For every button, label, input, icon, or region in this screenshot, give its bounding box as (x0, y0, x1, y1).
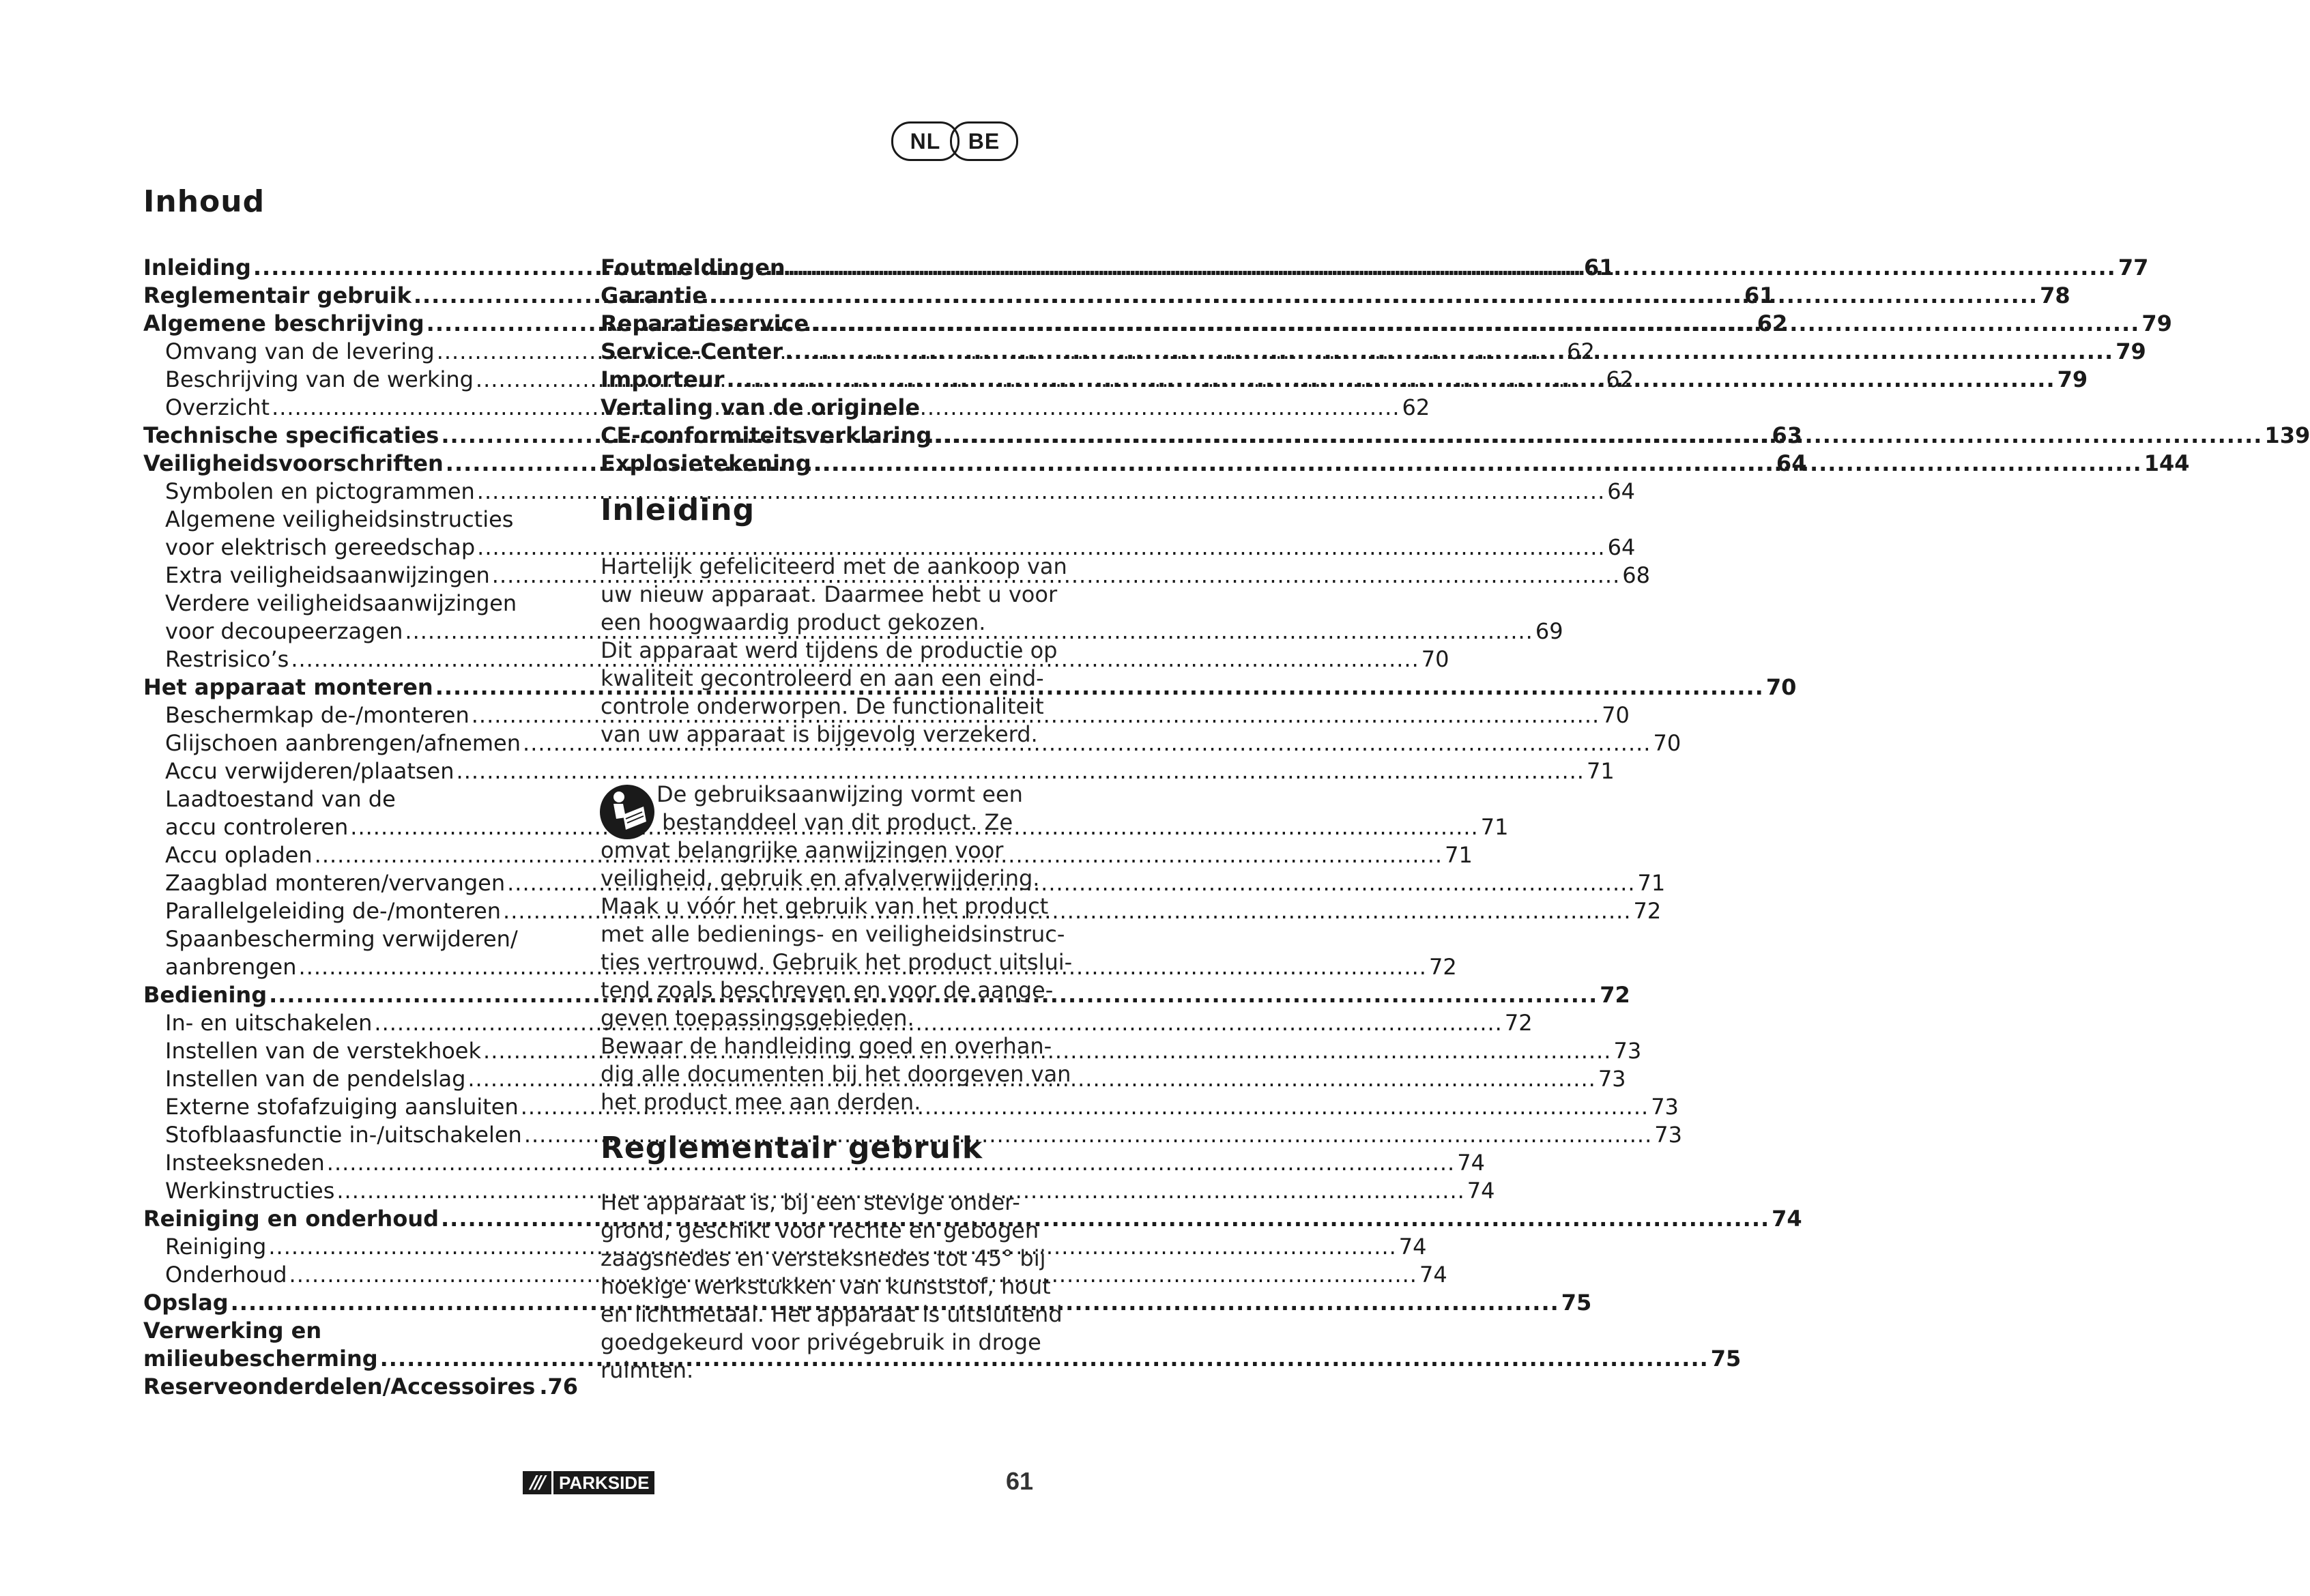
note-line: dig alle documenten bij het doorgeven van (601, 1061, 1071, 1087)
toc-entry-page: 79 (2141, 310, 2172, 336)
toc-entry-page: 73 (1613, 1038, 1642, 1064)
toc-entry-page: 73 (1598, 1066, 1626, 1092)
toc-entry-page: 75 (1710, 1346, 1742, 1372)
toc-entry-title: Zaagblad monteren/vervangen (165, 870, 506, 896)
logo-text: PARKSIDE (551, 1471, 654, 1494)
toc-entry-page: 70 (1421, 646, 1449, 672)
toc-entry-title: Bediening (143, 982, 268, 1008)
toc-entry-page: 61 (1584, 255, 1615, 280)
reglementair-line: goedgekeurd voor privégebruik in droge (601, 1329, 1041, 1355)
toc-entry-page: 70 (1653, 730, 1681, 756)
toc-entry-page: .76 (539, 1374, 579, 1399)
toc-entry (143, 1149, 1485, 1177)
toc-leader-dots (709, 282, 2038, 310)
toc-entry-page: 74 (1467, 1178, 1495, 1204)
inleiding-line: Dit apparaat werd tijdens de productie op (601, 637, 1058, 663)
toc-entry (143, 1373, 579, 1401)
toc-entry-title: Beschrijving van de werking (165, 366, 474, 392)
toc-entry-title: Explosietekening (601, 450, 811, 476)
toc-leader-dots (726, 366, 2055, 394)
toc-entry-title: Insteeksneden (165, 1150, 325, 1176)
toc-entry-title: Reiniging (165, 1234, 267, 1260)
toc-entry-title: Symbolen en pictogrammen (165, 478, 475, 504)
toc-entry (143, 478, 1635, 506)
toc-entry-page: 70 (1602, 702, 1630, 728)
toc-entry-page: 61 (1744, 282, 1775, 308)
toc-entry-page: 74 (1398, 1234, 1427, 1260)
toc-entry-page: 64 (1607, 534, 1636, 560)
toc-entry-page: 73 (1651, 1094, 1679, 1120)
reglementair-line: ruimten. (601, 1357, 694, 1383)
note-line: De gebruiksaanwijzing vormt een (656, 781, 1023, 807)
manual-note (601, 781, 1073, 1116)
language-badges (891, 121, 1018, 160)
toc-leader-dots (785, 338, 2113, 366)
toc-entry-title: Foutmeldingen (601, 255, 785, 280)
toc-title: Inhoud (143, 184, 265, 219)
inleiding-line: een hoogwaardig product gekozen. (601, 609, 986, 635)
toc-entry-page: 70 (1765, 674, 1797, 700)
inleiding-line: van uw apparaat is bijgevolg verzekerd. (601, 721, 1038, 747)
toc-entry-page: 62 (1606, 366, 1634, 392)
toc-entry-continued: Spaanbescherming verwijderen/ (165, 926, 518, 952)
toc-entry-title: Garantie (601, 282, 707, 308)
inleiding-line: controle onderworpen. De functionaliteit (601, 693, 1044, 719)
inleiding-heading: Inleiding (601, 493, 755, 527)
lang-badge-be: BE (950, 121, 1018, 161)
toc-entry-page: 62 (1757, 310, 1788, 336)
parkside-logo (523, 1471, 654, 1494)
toc-entry-title: Overzicht (165, 394, 270, 420)
toc-entry-title: Werkinstructies (165, 1178, 335, 1204)
reglementair-line: en lichtmetaal. Het apparaat is uitsluitend (601, 1301, 1063, 1327)
note-line: het product mee aan derden. (601, 1089, 921, 1115)
toc-entry-title: Technische specificaties (143, 422, 439, 448)
toc-entry-page: 74 (1457, 1150, 1485, 1176)
toc-entry-title: Veiligheidsvoorschriften (143, 450, 444, 476)
toc-entry-continued: Laadtoestand van de (165, 786, 396, 812)
note-line: Maak u vóór het gebruik van het product (601, 893, 1049, 919)
toc-entry-page: 72 (1600, 982, 1630, 1008)
note-line: geven toepassingsgebieden. (601, 1005, 914, 1031)
toc-entry-page: 74 (1419, 1262, 1447, 1288)
reglementair-line: grond, geschikt voor rechte en gebogen (601, 1217, 1039, 1243)
toc-entry-continued: Vertaling van de originele (601, 394, 921, 420)
toc-entry-title: Opslag (143, 1290, 229, 1316)
toc-entry-title: CE-conformiteitsverklaring (601, 422, 932, 448)
toc-entry-title: Accu opladen (165, 842, 313, 868)
toc-entry-title: Reiniging en onderhoud (143, 1206, 439, 1232)
inleiding-line: uw nieuw apparaat. Daarmee hebt u voor (601, 581, 1058, 607)
toc-entry-title: Reglementair gebruik (143, 282, 412, 308)
toc-entry-page: 71 (1445, 842, 1473, 868)
inleiding-paragraph (601, 553, 1067, 749)
toc-entry-continued: Verwerking en (143, 1318, 322, 1344)
toc-leader-dots (934, 422, 2262, 450)
toc-entry-title: Omvang van de levering (165, 338, 435, 364)
toc-entry-page: 71 (1586, 758, 1615, 784)
reglementair-paragraph (601, 1189, 1063, 1384)
toc-entry-continued: Algemene veiligheidsinstructies (165, 506, 514, 532)
reglementair-line: zaagsnedes en versteksnedes tot 45° bij (601, 1245, 1046, 1271)
inleiding-line: kwaliteit gecontroleerd en aan een eind- (601, 665, 1044, 691)
toc-entry-title: Restrisico’s (165, 646, 289, 672)
toc-entry-page: 64 (1607, 478, 1635, 504)
toc-entry-page: 144 (2143, 450, 2190, 476)
reglementair-line: Het apparaat is, bij een stevige onder- (601, 1189, 1020, 1215)
toc-entry-title: Beschermkap de-/monteren (165, 702, 470, 728)
inleiding-line: Hartelijk gefeliciteerd met de aankoop van (601, 553, 1067, 579)
toc-entry-title: milieubescherming (143, 1346, 378, 1372)
toc-entry-page: 71 (1637, 870, 1666, 896)
toc-entry-continued: Verdere veiligheidsaanwijzingen (165, 590, 517, 616)
toc-entry-page: 63 (1772, 422, 1802, 448)
toc-entry-page: 62 (1567, 338, 1595, 364)
toc-entry-title: Glijschoen aanbrengen/afnemen (165, 730, 521, 756)
toc-entry-title: Accu verwijderen/plaatsen (165, 758, 454, 784)
toc-entry-title: Extra veiligheidsaanwijzingen (165, 562, 490, 588)
toc-entry-page: 69 (1535, 618, 1563, 644)
toc-entry-title: In- en uitschakelen (165, 1010, 373, 1036)
toc-entry-title: accu controleren (165, 814, 349, 840)
note-line: ties vertrouwd. Gebruik het product uitslui- (601, 949, 1073, 975)
toc-entry-page: 72 (1633, 898, 1662, 924)
reglementair-heading: Reglementair gebruik (601, 1131, 983, 1165)
reglementair-line: hoekige werkstukken van kunststof, hout (601, 1273, 1051, 1299)
toc-entry (143, 757, 1615, 785)
toc-entry-title: Reparatieservice (601, 310, 809, 336)
toc-entry-page: 72 (1428, 954, 1457, 980)
note-line: omvat belangrijke aanwijzingen voor (601, 837, 1004, 863)
toc-entry-page: 64 (1776, 450, 1807, 476)
toc-entry-page: 71 (1480, 814, 1509, 840)
toc-entry-title: Stofblaasfunctie in-/uitschakelen (165, 1122, 522, 1148)
toc-entry-page: 79 (2116, 338, 2146, 364)
toc-leader-dots (811, 310, 2139, 338)
toc-entry-page: 62 (1402, 394, 1430, 420)
toc-entry-page: 74 (1772, 1206, 1802, 1232)
toc-entry-title: Instellen van de pendelslag (165, 1066, 466, 1092)
toc-entry-page: 139 (2264, 422, 2310, 448)
note-line: bestanddeel van dit product. Ze (662, 809, 1013, 835)
toc-entry-title: Externe stofafzuiging aansluiten (165, 1094, 519, 1120)
toc-entry-title: Inleiding (143, 255, 251, 280)
note-line: met alle bedienings- en veiligheidsinstruc- (601, 921, 1065, 947)
toc-entry-title: voor decoupeerzagen (165, 618, 403, 644)
toc-entry-title: Onderhoud (165, 1262, 287, 1288)
toc-entry-title: Instellen van de verstekhoek (165, 1038, 482, 1064)
logo-mark: /// (523, 1471, 551, 1494)
toc-entry-page: 72 (1504, 1010, 1533, 1036)
toc-entry-title: Het apparaat monteren (143, 674, 433, 700)
toc-entry-title: voor elektrisch gereedschap (165, 534, 476, 560)
toc-entry-title: Algemene beschrijving (143, 310, 424, 336)
note-line: tend zoals beschreven en voor de aange- (601, 977, 1054, 1003)
toc-entry-page: 78 (2040, 282, 2070, 308)
toc-entry-page: 77 (2118, 255, 2149, 280)
toc-entry-title: aanbrengen (165, 954, 297, 980)
toc-entry-page: 73 (1654, 1122, 1682, 1148)
toc-leader-dots (380, 1345, 1709, 1373)
toc-entry-title: Parallelgeleiding de-/monteren (165, 898, 502, 924)
lang-badge-nl: NL (891, 121, 959, 161)
toc-leader-dots (813, 450, 2142, 478)
page-number: 61 (1005, 1467, 1033, 1495)
toc-leader-dots (788, 254, 2116, 282)
toc-entry-title: Importeur (601, 366, 725, 392)
note-line: Bewaar de handleiding goed en overhan- (601, 1033, 1052, 1059)
toc-entry-title: Service-Center (601, 338, 783, 364)
toc-entry-page: 68 (1622, 562, 1650, 588)
toc-entry (143, 534, 1636, 562)
note-line: veiligheid, gebruik en afvalverwijdering. (601, 865, 1040, 891)
toc-entry-page: 79 (2057, 366, 2088, 392)
toc-entry-page: 75 (1561, 1290, 1592, 1316)
toc-entry-title: Reserveonderdelen/Accessoires (143, 1374, 536, 1399)
